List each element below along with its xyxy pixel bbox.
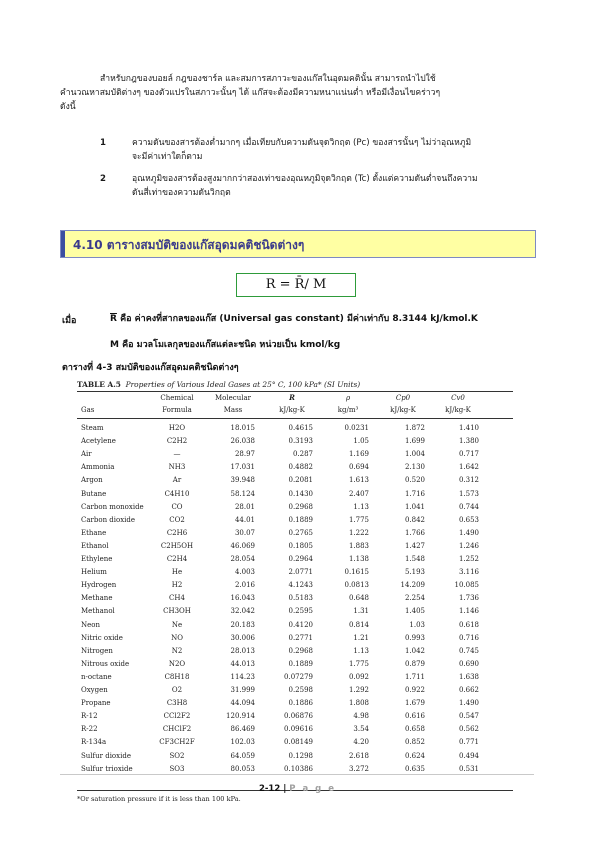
- page-number-value: 2-12: [258, 784, 281, 794]
- table-cell: 0.3193: [288, 437, 313, 446]
- table-cell: 0.1886: [288, 699, 313, 708]
- table-cell: Hydrogen: [81, 581, 117, 590]
- table-cell: C2H6: [166, 528, 188, 537]
- table-cell: Air: [81, 450, 92, 459]
- table-footnote: *Or saturation pressure if it is less than 100 kPa.: [77, 795, 241, 803]
- table-cell: 2.618: [348, 751, 369, 760]
- table-cell: 0.690: [458, 659, 479, 668]
- list-item-2: [100, 172, 540, 202]
- when-label: เมื่อ: [62, 316, 77, 326]
- table-cell: SO2: [169, 751, 185, 760]
- table-row: [77, 501, 513, 513]
- table-cell: 30.07: [234, 528, 255, 537]
- table-cell: Methane: [81, 594, 113, 603]
- table-cell: 0.531: [458, 764, 479, 773]
- table-cell: 1.716: [404, 489, 425, 498]
- table-cell: 3.54: [353, 725, 369, 734]
- table-cell: 0.662: [458, 686, 479, 694]
- table-cell: Oxygen: [81, 686, 108, 694]
- table-row: [77, 605, 513, 617]
- table-cell: 0.1430: [288, 489, 313, 498]
- table-cell: C2H4: [166, 555, 188, 563]
- table-cell: 2.254: [404, 594, 425, 603]
- table-cell: Argon: [81, 476, 103, 485]
- table-cell: 0.1889: [288, 659, 313, 668]
- list-number: 1: [100, 138, 106, 148]
- table-cell: 32.042: [230, 607, 255, 616]
- table-cell: 28.013: [230, 646, 255, 655]
- table-cell: 30.006: [230, 633, 255, 642]
- table-cell: 1.490: [458, 699, 479, 708]
- table-cell: 3.116: [458, 568, 479, 577]
- table-cell: 120.914: [226, 712, 255, 721]
- table-cell: Nitric oxide: [81, 633, 123, 642]
- table-cell: CO2: [169, 515, 185, 524]
- footer-divider: [60, 774, 534, 775]
- table-cell: 1.004: [404, 450, 425, 459]
- table-cell: 2.0771: [288, 568, 313, 577]
- table-cell: CH4: [169, 594, 185, 603]
- table-cell: R-12: [81, 712, 98, 721]
- table-cell: R-22: [81, 725, 98, 734]
- table-row: [77, 697, 513, 709]
- table-cell: 0.1615: [344, 568, 369, 577]
- header-cp: Cp0 kJ/kg-K: [390, 394, 416, 414]
- table-row: [77, 658, 513, 670]
- table-cell: He: [171, 568, 183, 577]
- table-row: [77, 540, 513, 552]
- list-item-line-2: ดันสี่เท่าของความดันวิกฤต: [132, 188, 231, 198]
- list-item-1: [100, 136, 540, 166]
- table-cell: 1.872: [404, 424, 425, 432]
- table-cell: 0.562: [458, 725, 479, 734]
- table-cell: Sulfur dioxide: [81, 751, 131, 760]
- table-cell: 20.183: [230, 620, 255, 629]
- table-cell: 0.10386: [284, 764, 313, 773]
- table-cell: 0.771: [458, 738, 479, 747]
- table-cell: 2.016: [234, 581, 255, 590]
- table-cell: N2: [171, 646, 183, 655]
- table-title-text: Properties of Various Ideal Gases at 25° C, 100 kPa* (SI Units): [125, 380, 361, 389]
- table-cell: 1.711: [404, 672, 425, 681]
- table-cell: CF3CH2F: [159, 738, 195, 747]
- m-definition: M คือ มวลโมเลกุลของแก๊สแต่ละชนิด หน่วยเป็น kmol/kg: [110, 340, 341, 350]
- table-cell: 1.05: [353, 437, 369, 446]
- table-cell: CH3OH: [163, 607, 191, 616]
- table-cell: 1.246: [458, 541, 479, 550]
- table-row: [77, 750, 513, 762]
- table-cell: 0.842: [404, 515, 425, 524]
- table-cell: Ethylene: [81, 555, 113, 563]
- table-cell: Nitrous oxide: [81, 659, 130, 668]
- header-gas: Gas: [81, 406, 95, 414]
- table-cell: Ethanol: [81, 541, 109, 550]
- header-r: R kJ/kg-K: [279, 393, 305, 414]
- table-row: [77, 422, 513, 434]
- table-cell: 1.775: [348, 659, 369, 668]
- table-row: [77, 435, 513, 447]
- table-cell: 1.042: [404, 646, 425, 655]
- table-row: [77, 488, 513, 500]
- table-cell: 0.744: [458, 502, 479, 511]
- table-cell: 0.624: [404, 751, 425, 760]
- table-cell: 1.699: [404, 437, 425, 446]
- table-label: TABLE A.5: [77, 380, 121, 389]
- table-cell: 18.015: [230, 424, 255, 432]
- table-cell: 1.405: [404, 607, 425, 616]
- table-cell: 1.13: [353, 502, 369, 511]
- table-cell: 0.1298: [288, 751, 313, 760]
- table-caption: ตารางที่ 4-3 สมบัติของแก๊สอุดมคติชนิดต่างๆ: [62, 363, 239, 373]
- table-cell: 28.97: [234, 450, 255, 459]
- table-cell: 1.808: [348, 699, 369, 708]
- table-cell: 0.879: [404, 659, 425, 668]
- table-cell: C3H8: [166, 699, 188, 708]
- table-cell: 17.031: [230, 463, 255, 472]
- table-cell: 4.98: [353, 712, 369, 721]
- table-cell: 0.922: [404, 686, 425, 694]
- table-row: [77, 671, 513, 683]
- table-row: [77, 763, 513, 775]
- table-cell: 2.407: [348, 489, 369, 498]
- table-cell: 0.547: [458, 712, 479, 721]
- table-cell: Sulfur trioxide: [81, 764, 133, 773]
- table-cell: 0.717: [458, 450, 479, 459]
- table-cell: 0.5183: [288, 594, 313, 603]
- r-definition-text: คือ ค่าคงที่สากลของแก๊ส (Universal gas constant) มีค่าเท่ากับ 8.3144 kJ/kmol.K: [116, 314, 478, 324]
- table-row: [77, 723, 513, 735]
- heading-accent-bar: [61, 231, 65, 257]
- list-item-line-2: จะมีค่าเท่าใดก็ตาม: [132, 152, 203, 162]
- table-cell: NO: [171, 633, 183, 642]
- table-row: [77, 461, 513, 473]
- table-cell: C4H10: [164, 489, 190, 498]
- table-row: [77, 710, 513, 722]
- table-cell: 1.410: [458, 424, 479, 432]
- table-cell: 0.092: [348, 672, 369, 681]
- table-cell: 0.1805: [288, 541, 313, 550]
- table-cell: 5.193: [404, 568, 425, 577]
- table-cell: 4.1243: [288, 581, 313, 590]
- table-title: [77, 380, 360, 389]
- header-density: ρ kg/m³: [337, 394, 359, 414]
- table-cell: 0.653: [458, 515, 479, 524]
- intro-line-2: คำนวณหาสมบัติต่างๆ ของตัวแปรในสภาวะนั้นๆ ได้ แก๊สจะต้องมีความหนาแน่นต่ำ หรือมีเงื่อนไขคร่าวๆ: [60, 88, 441, 98]
- table-cell: Helium: [81, 568, 107, 577]
- intro-paragraph: [60, 72, 538, 114]
- page-separator: |: [280, 784, 290, 794]
- properties-table: [77, 380, 513, 808]
- table-cell: C2H5OH: [160, 541, 194, 550]
- table-cell: 0.745: [458, 646, 479, 655]
- table-cell: 114.23: [230, 672, 255, 681]
- table-cell: Ammonia: [81, 463, 115, 472]
- table-cell: Carbon dioxide: [81, 515, 136, 524]
- table-cell: 39.948: [230, 476, 255, 485]
- table-cell: 58.124: [230, 489, 255, 498]
- table-cell: 31.999: [230, 686, 255, 694]
- table-cell: 4.20: [353, 738, 369, 747]
- table-cell: 2.130: [404, 463, 425, 472]
- intro-line-3: ดังนี้: [60, 102, 76, 112]
- table-cell: 16.043: [230, 594, 255, 603]
- table-cell: CCl2F2: [163, 712, 191, 721]
- header-mass: Molecular Mass: [215, 394, 251, 414]
- table-rule-header: [77, 418, 513, 419]
- table-row: [77, 579, 513, 591]
- table-cell: 0.658: [404, 725, 425, 734]
- table-cell: Acetylene: [81, 437, 116, 446]
- table-cell: 0.618: [458, 620, 479, 629]
- table-cell: 26.038: [230, 437, 255, 446]
- table-cell: —: [173, 450, 181, 459]
- table-cell: 10.085: [454, 581, 479, 590]
- table-cell: N2O: [168, 659, 186, 668]
- table-cell: 1.490: [458, 528, 479, 537]
- table-cell: H2O: [168, 424, 186, 432]
- table-cell: 0.694: [348, 463, 369, 472]
- table-cell: 3.272: [348, 764, 369, 773]
- table-cell: 0.2968: [288, 646, 313, 655]
- table-cell: 0.0231: [344, 424, 369, 432]
- table-cell: Ethane: [81, 528, 107, 537]
- table-cell: 0.2964: [288, 555, 313, 563]
- table-cell: Carbon monoxide: [81, 502, 144, 511]
- table-cell: H2: [171, 581, 183, 590]
- table-cell: 0.2081: [288, 476, 313, 485]
- table-cell: 0.494: [458, 751, 479, 760]
- table-cell: O2: [171, 686, 183, 694]
- table-cell: NH3: [168, 463, 186, 472]
- table-cell: 0.2598: [288, 686, 313, 694]
- formula-box: R = R̄/ M: [236, 273, 356, 297]
- table-cell: 1.766: [404, 528, 425, 537]
- table-cell: 0.2771: [288, 633, 313, 642]
- table-cell: 28.054: [230, 555, 255, 563]
- header-cv: Cv0 kJ/kg-K: [445, 394, 471, 414]
- list-number: 2: [100, 174, 106, 184]
- table-cell: 0.635: [404, 764, 425, 773]
- table-cell: 1.146: [458, 607, 479, 616]
- list-item-line-1: ความดันของสารต้องต่ำมากๆ เมื่อเทียบกับความดันจุดวิกฤต (Pc) ของสารนั้นๆ ไม่ว่าอุณหภูมิ: [132, 138, 472, 148]
- table-cell: Ar: [172, 476, 182, 485]
- table-cell: 1.613: [348, 476, 369, 485]
- table-cell: C2H2: [166, 437, 188, 446]
- table-row: [77, 448, 513, 460]
- table-cell: 80.053: [230, 764, 255, 773]
- table-cell: 102.03: [230, 738, 255, 747]
- table-cell: 0.07279: [284, 672, 313, 681]
- table-cell: 1.775: [348, 515, 369, 524]
- table-cell: 0.312: [458, 476, 479, 485]
- table-cell: 1.31: [353, 607, 369, 616]
- table-cell: 0.4615: [288, 424, 313, 432]
- table-cell: 0.852: [404, 738, 425, 747]
- table-row: [77, 553, 513, 565]
- table-cell: 0.4882: [288, 463, 313, 472]
- table-cell: 1.548: [404, 555, 425, 563]
- table-row: [77, 736, 513, 748]
- table-cell: 1.573: [458, 489, 479, 498]
- table-cell: Neon: [81, 620, 100, 629]
- table-cell: CO: [171, 502, 183, 511]
- table-cell: 1.03: [409, 620, 425, 629]
- table-cell: SO3: [169, 764, 185, 773]
- header-formula: Chemical Formula: [160, 394, 194, 414]
- table-cell: 1.138: [348, 555, 369, 563]
- table-cell: 0.1889: [288, 515, 313, 524]
- table-cell: n-octane: [81, 672, 112, 681]
- table-cell: 1.252: [458, 555, 479, 563]
- table-row: [77, 527, 513, 539]
- table-cell: 0.2765: [288, 528, 313, 537]
- table-cell: Ne: [171, 620, 183, 629]
- table-cell: 1.292: [348, 686, 369, 694]
- table-cell: 1.169: [348, 450, 369, 459]
- table-cell: Methanol: [81, 607, 115, 616]
- table-row: [77, 645, 513, 657]
- table-cell: 1.21: [353, 633, 369, 642]
- intro-line-1: สำหรับกฎของบอยล์ กฎของชาร์ล และสมการสภาวะของแก๊สในอุดมคตินั้น สามารถนำไปใช้: [100, 74, 436, 84]
- table-cell: 28.01: [234, 502, 255, 511]
- table-row: [77, 566, 513, 578]
- table-cell: R-134a: [81, 738, 107, 747]
- table-cell: Nitrogen: [81, 646, 113, 655]
- table-cell: 0.716: [458, 633, 479, 642]
- table-cell: 86.469: [230, 725, 255, 734]
- r-definition: [110, 311, 478, 325]
- table-cell: 46.069: [230, 541, 255, 550]
- table-cell: 0.2968: [288, 502, 313, 511]
- table-cell: 1.638: [458, 672, 479, 681]
- table-row: [77, 632, 513, 644]
- table-cell: 0.616: [404, 712, 425, 721]
- table-cell: 44.094: [230, 699, 255, 708]
- table-cell: 1.041: [404, 502, 425, 511]
- table-cell: 1.13: [353, 646, 369, 655]
- table-cell: Butane: [81, 489, 107, 498]
- table-row: [77, 619, 513, 631]
- page-word: P a g e: [289, 784, 336, 794]
- table-cell: 44.013: [230, 659, 255, 668]
- table-rule-top: [77, 391, 513, 392]
- table-cell: 0.08149: [284, 738, 313, 747]
- r-bar-symbol: $\overline{R}$: [110, 314, 117, 324]
- table-cell: 1.380: [458, 437, 479, 446]
- table-cell: 14.209: [400, 581, 425, 590]
- table-cell: 0.2595: [288, 607, 313, 616]
- table-cell: 1.883: [348, 541, 369, 550]
- table-cell: Steam: [81, 424, 104, 432]
- table-cell: 0.0813: [344, 581, 369, 590]
- table-row: [77, 592, 513, 604]
- table-cell: 0.520: [404, 476, 425, 485]
- table-row: [77, 684, 513, 696]
- table-cell: C8H18: [164, 672, 190, 681]
- table-cell: 1.427: [404, 541, 425, 550]
- table-cell: 1.679: [404, 699, 425, 708]
- section-heading: [60, 230, 536, 258]
- section-title: 4.10 ตารางสมบัติของแก๊สอุดมคติชนิดต่างๆ: [73, 238, 305, 252]
- table-cell: 1.736: [458, 594, 479, 603]
- table-cell: 0.09616: [284, 725, 313, 734]
- table-row: [77, 514, 513, 526]
- table-cell: 0.814: [348, 620, 369, 629]
- table-cell: CHClF2: [162, 725, 192, 734]
- table-cell: 1.222: [348, 528, 369, 537]
- table-cell: 1.642: [458, 463, 479, 472]
- table-cell: 0.648: [348, 594, 369, 603]
- table-cell: 4.003: [234, 568, 255, 577]
- table-row: [77, 474, 513, 486]
- table-cell: 0.287: [292, 450, 313, 459]
- table-cell: 0.4120: [288, 620, 313, 629]
- table-cell: 0.993: [404, 633, 425, 642]
- table-cell: 0.06876: [284, 712, 313, 721]
- list-item-line-1: อุณหภูมิของสารต้องสูงมากกว่าสองเท่าของอุณหภูมิจุดวิกฤต (Tc) ตั้งแต่ความดันต่ำจนถึงความ: [132, 174, 478, 184]
- table-cell: 64.059: [230, 751, 255, 760]
- table-cell: Propane: [81, 699, 111, 708]
- table-cell: 44.01: [234, 515, 255, 524]
- page-number: [0, 784, 595, 794]
